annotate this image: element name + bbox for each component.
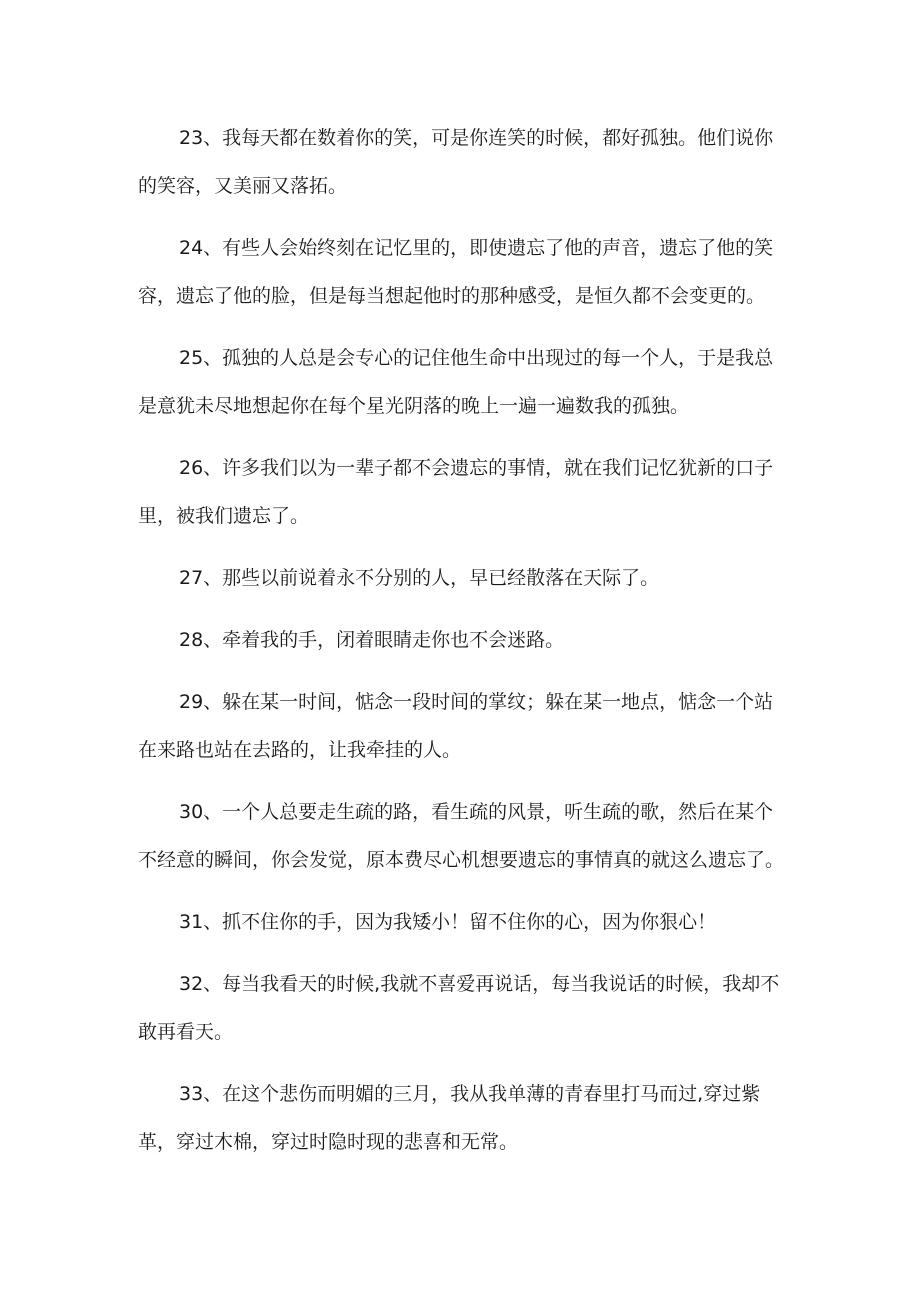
paragraph-27: 27、那些以前说着永不分别的人，早已经散落在天际了。: [179, 567, 660, 589]
paragraph-24: 24、有些人会始终刻在记忆里的，即使遗忘了他的声音，遗忘了他的笑容，遗忘了他的脸，但是每当想起他时的那种感受，是恒久都不会变更的。: [138, 237, 774, 307]
paragraph-30: 30、一个人总要走生疏的路，看生疏的风景，听生疏的歌，然后在某个不经意的瞬间，你会发觉，原本费尽心机想要遗忘的事情真的就这么遗忘了。: [138, 801, 785, 871]
paragraph-25: 25、孤独的人总是会专心的记住他生命中出现过的每一个人，于是我总是意犹未尽地想起你在每个星光阴落的晚上一遍一遍数我的孤独。: [138, 347, 774, 417]
paragraph-23: 23、我每天都在数着你的笑，可是你连笑的时候，都好孤独。他们说你的笑容，又美丽又落拓。: [138, 127, 774, 197]
paragraph-33: 33、在这个悲伤而明媚的三月，我从我单薄的青春里打马而过,穿过紫革，穿过木棉，穿过时隐时现的悲喜和无常。: [138, 1083, 761, 1153]
document-body: [138, 114, 788, 1180]
paragraph-31: 31、抓不住你的手，因为我矮小！留不住你的心，因为你狠心！: [179, 911, 717, 933]
paragraph-32: 32、每当我看天的时候,我就不喜爱再说话，每当我说话的时候，我却不敢再看天。: [138, 973, 780, 1043]
paragraph-28: 28、牵着我的手，闭着眼睛走你也不会迷路。: [179, 629, 565, 651]
paragraph-26: 26、许多我们以为一辈子都不会遗忘的事情，就在我们记忆犹新的口子里，被我们遗忘了。: [138, 457, 774, 527]
paragraph-29: 29、躲在某一时间，惦念一段时间的掌纹；躲在某一地点，惦念一个站在来路也站在去路的，让我牵挂的人。: [138, 691, 774, 761]
